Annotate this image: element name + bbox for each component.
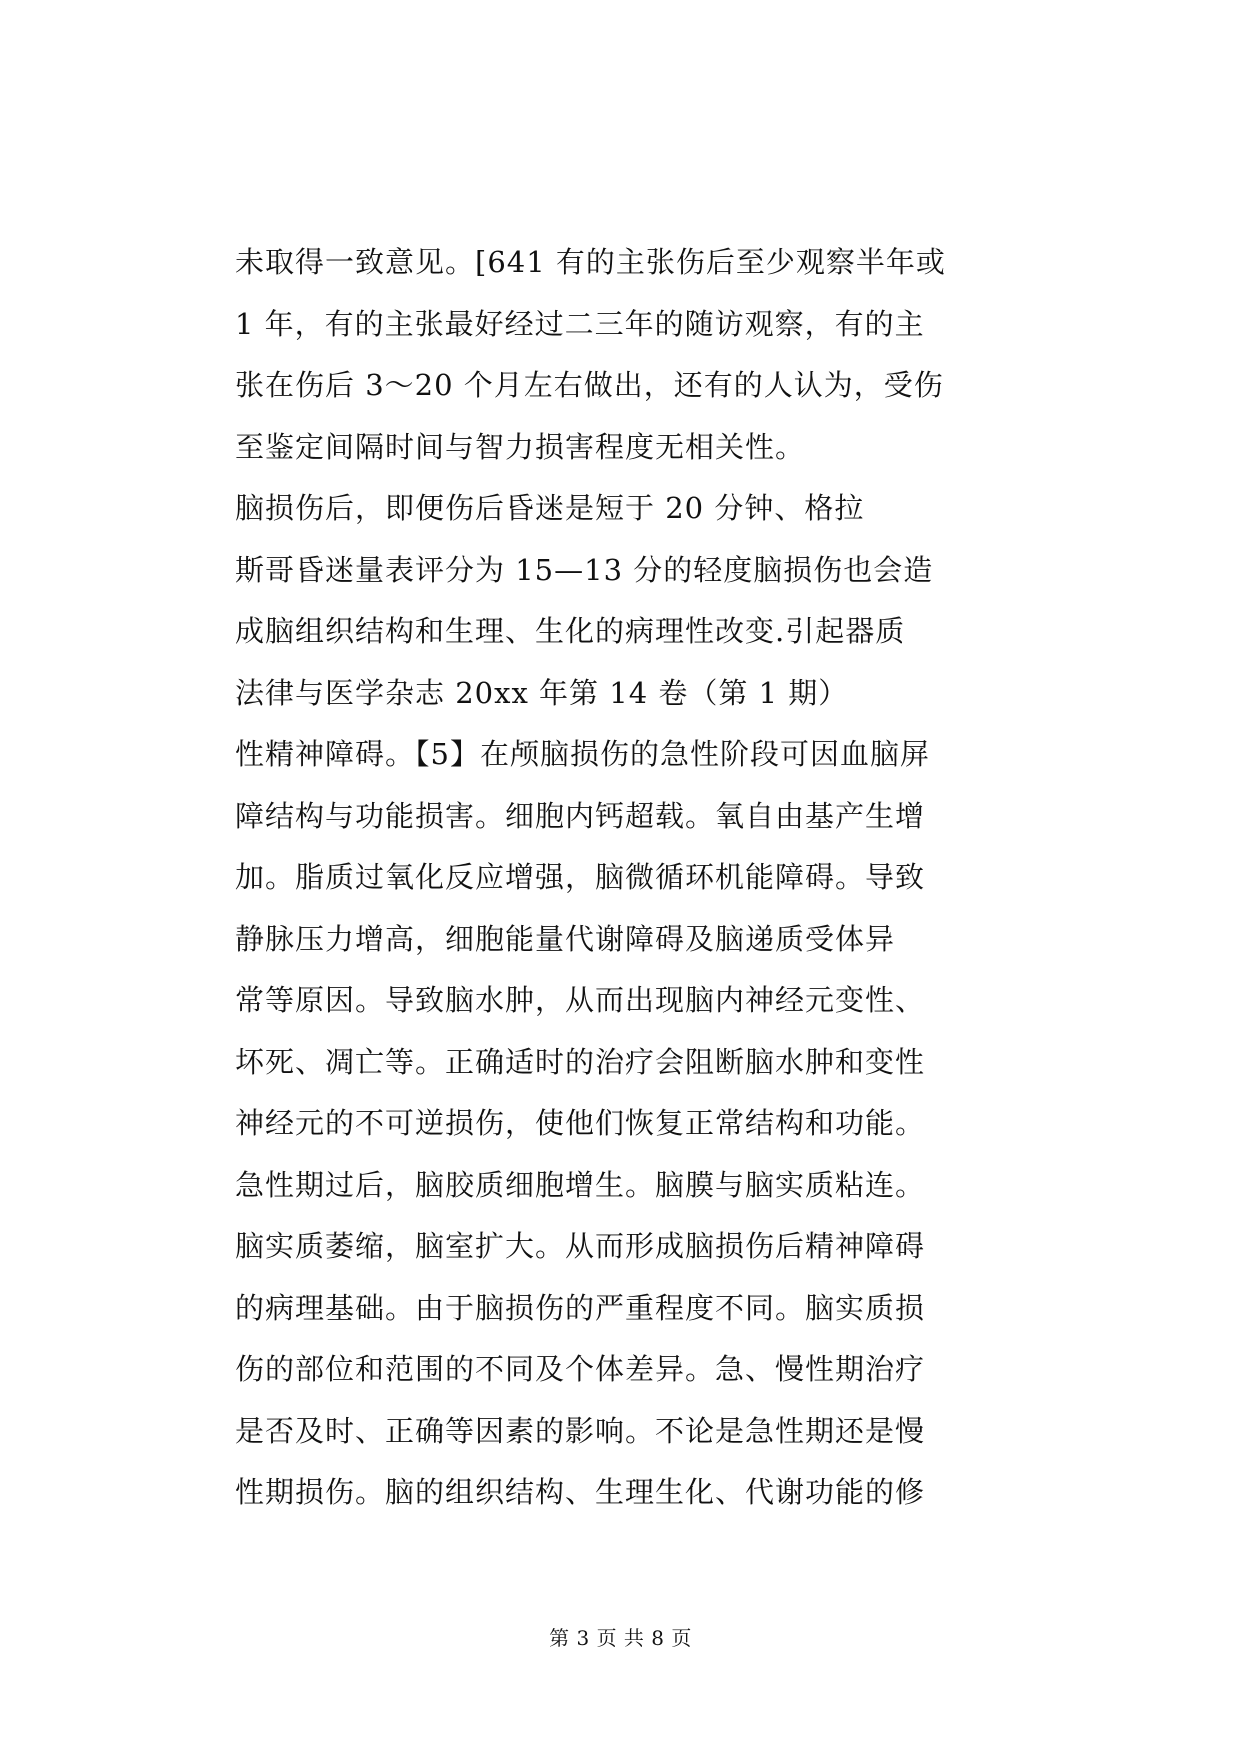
- body-text: [235, 232, 1015, 1524]
- text-line: 伤的部位和范围的不同及个体差异。急、慢性期治疗: [235, 1352, 926, 1386]
- text-line: 法律与医学杂志 20xx 年第 14 卷（第 1 期）: [235, 675, 849, 710]
- text-line: 1 年，有的主张最好经过二三年的随访观察，有的主: [235, 306, 925, 341]
- text-line: 神经元的不可逆损伤，使他们恢复正常结构和功能。: [235, 1106, 926, 1140]
- text-line: 斯哥昏迷量表评分为 15—13 分的轻度脑损伤也会造: [235, 552, 934, 587]
- text-line: 成脑组织结构和生理、生化的病理性改变.引起器质: [235, 614, 906, 648]
- text-line: 的病理基础。由于脑损伤的严重程度不同。脑实质损: [235, 1290, 926, 1325]
- text-line: 未取得一致意见。[641 有的主张伤后至少观察半年或: [235, 245, 946, 279]
- text-line: 张在伤后 3～20 个月左右做出，还有的人认为，受伤: [235, 368, 944, 402]
- text-line: 坏死、凋亡等。正确适时的治疗会阻断脑水肿和变性: [235, 1044, 926, 1079]
- text-line: 急性期过后，脑胶质细胞增生。脑膜与脑实质粘连。: [235, 1167, 926, 1202]
- text-line: 静脉压力增高，细胞能量代谢障碍及脑递质受体异: [235, 921, 896, 956]
- text-line: 至鉴定间隔时间与智力损害程度无相关性。: [235, 429, 806, 464]
- text-line: 性期损伤。脑的组织结构、生理生化、代谢功能的修: [235, 1475, 926, 1509]
- text-line: 脑损伤后，即便伤后昏迷是短于 20 分钟、格拉: [235, 491, 865, 525]
- text-line: 是否及时、正确等因素的影响。不论是急性期还是慢: [235, 1413, 926, 1448]
- text-line: 性精神障碍。【5】在颅脑损伤的急性阶段可因血脑屏: [235, 737, 930, 771]
- text-line: 常等原因。导致脑水肿，从而出现脑内神经元变性、: [235, 983, 926, 1017]
- text-line: 障结构与功能损害。细胞内钙超载。氧自由基产生增: [235, 798, 926, 833]
- text-line: 脑实质萎缩，脑室扩大。从而形成脑损伤后精神障碍: [235, 1229, 926, 1263]
- text-line: 加。脂质过氧化反应增强，脑微循环机能障碍。导致: [235, 860, 926, 894]
- page-footer: 第 3 页 共 8 页: [549, 1626, 692, 1650]
